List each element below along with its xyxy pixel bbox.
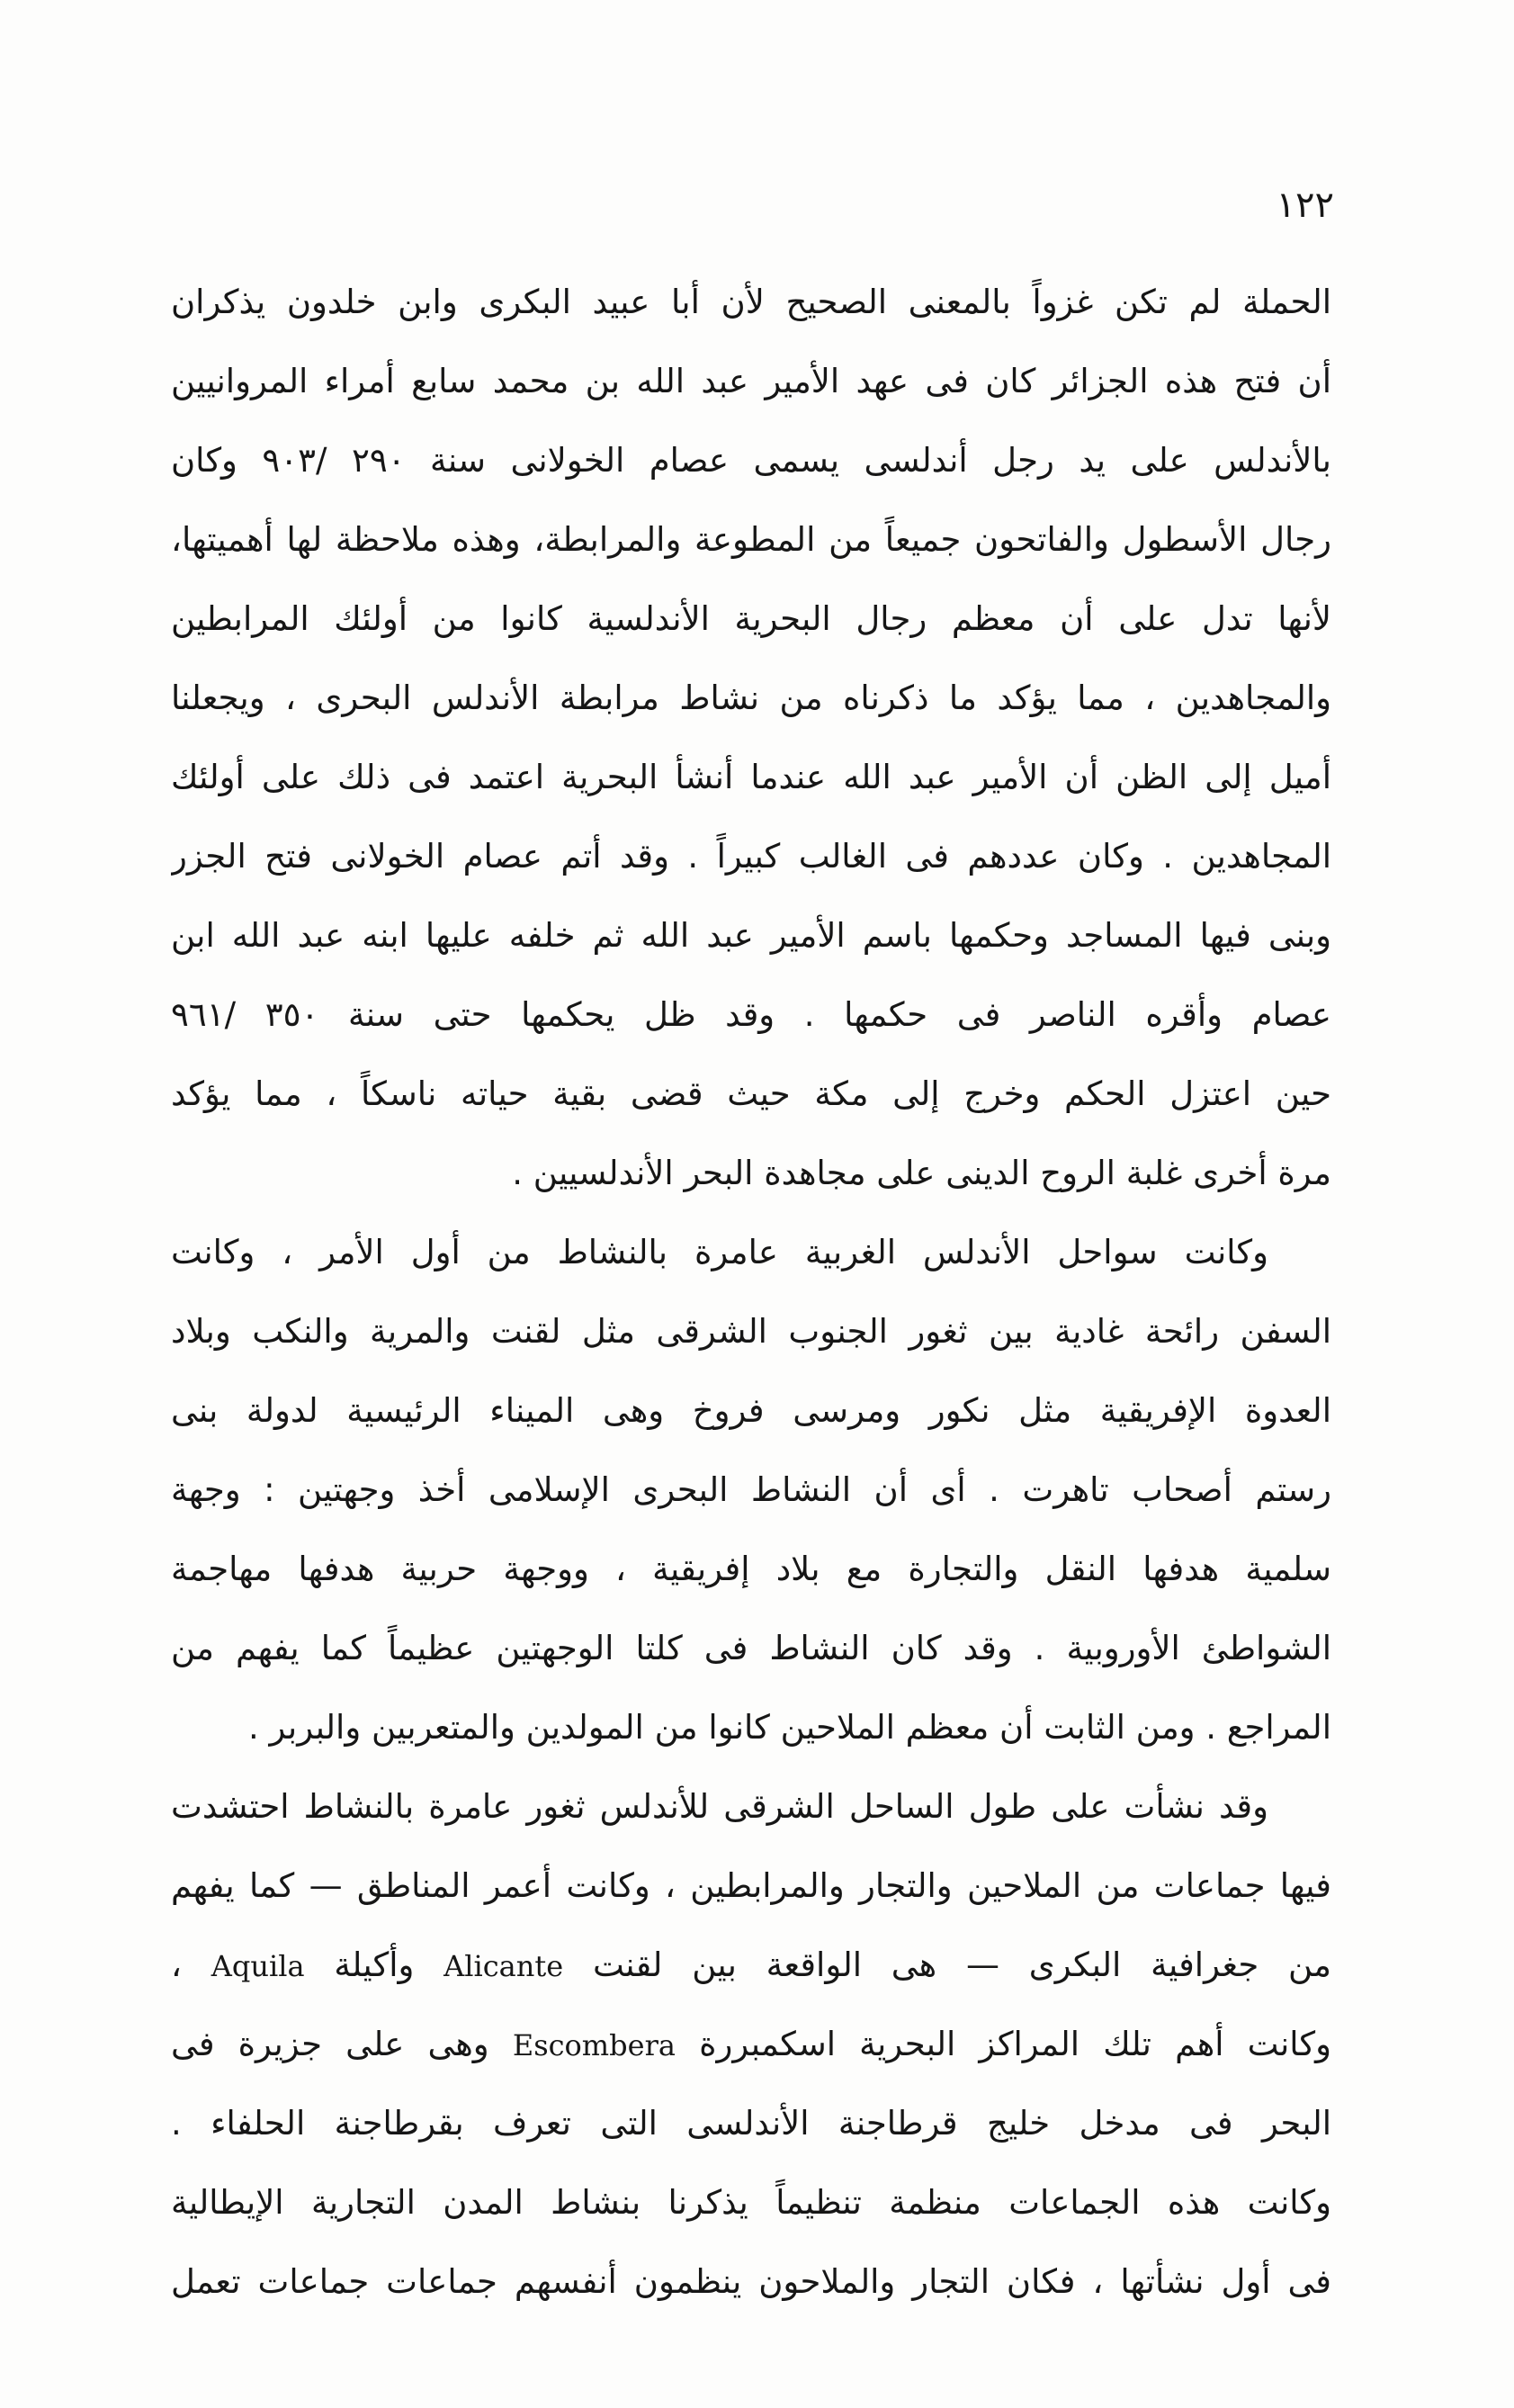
body-text — [171, 263, 1331, 2322]
text-line: السفن رائحة غادية بين ثغور الجنوب الشرقى مثل لقنت والمرية والنكب وبلاد — [171, 1312, 1331, 1351]
text-line: وكانت هذه الجماعات منظمة تنظيماً يذكرنا بنشاط المدن التجارية الإيطالية — [171, 2183, 1331, 2222]
text-fragment: من جغرافية البكرى — هى الواقعة بين لقنت — [592, 1945, 1331, 1984]
text-line: والمجاهدين ، مما يؤكد ما ذكرناه من نشاط مرابطة الأندلس البحرى ، ويجعلنا — [171, 678, 1331, 717]
text-line: رجال الأسطول والفاتحون جميعاً من المطوعة والمرابطة، وهذه ملاحظة لها أهميتها، — [171, 520, 1331, 559]
text-fragment: وهى على جزيرة فى — [171, 2025, 489, 2063]
text-line: أميل إلى الظن أن الأمير عبد الله عندما أنشأ البحرية اعتمد فى ذلك على أولئك — [171, 758, 1331, 796]
text-line: المجاهدين . وكان عددهم فى الغالب كبيراً . وقد أتم عصام الخولانى فتح الجزر — [171, 837, 1331, 876]
text-line: رستم أصحاب تاهرت . أى أن النشاط البحرى الإسلامى أخذ وجهتين : وجهة — [171, 1470, 1331, 1509]
text-line: الشواطئ الأوروبية . وقد كان النشاط فى كلتا الوجهتين عظيماً كما يفهم من — [171, 1629, 1331, 1667]
text-line-mixed — [171, 1926, 1331, 2005]
latin-term: Aquila — [211, 1949, 305, 1983]
text-line: الحملة لم تكن غزواً بالمعنى الصحيح لأن أبا عبيد البكرى وابن خلدون يذكران — [171, 283, 1331, 321]
text-line: لأنها تدل على أن معظم رجال البحرية الأندلسية كانوا من أولئك المرابطين — [171, 599, 1331, 638]
text-line: فيها جماعات من الملاحين والتجار والمرابطين ، وكانت أعمر المناطق — كما يفهم — [171, 1866, 1331, 1905]
text-line: وبنى فيها المساجد وحكمها باسم الأمير عبد الله ثم خلفه عليها ابنه عبد الله ابن — [171, 916, 1331, 955]
text-line: عصام وأقره الناصر فى حكمها . وقد ظل يحكمها حتى سنة ٣٥٠ /٩٦١ — [171, 995, 1331, 1034]
text-fragment: وكانت أهم تلك المراكز البحرية اسكمبررة — [699, 2025, 1331, 2063]
latin-term: Alicante — [443, 1949, 564, 1983]
text-line: مرة أخرى غلبة الروح الدينى على مجاهدة البحر الأندلسيين . — [512, 1154, 1331, 1192]
text-line: حين اعتزل الحكم وخرج إلى مكة حيث قضى بقية حياته ناسكاً ، مما يؤكد — [171, 1074, 1331, 1113]
text-fragment: وأكيلة — [334, 1945, 415, 1984]
text-line: سلمية هدفها النقل والتجارة مع بلاد إفريقية ، ووجهة حربية هدفها مهاجمة — [171, 1550, 1331, 1588]
text-line: البحر فى مدخل خليج قرطاجنة الأندلسى التى تعرف بقرطاجنة الحلفاء . — [171, 2104, 1331, 2143]
text-line: أن فتح هذه الجزائر كان فى عهد الأمير عبد الله بن محمد سابع أمراء المروانيين — [171, 362, 1331, 400]
latin-term: Escombera — [512, 2028, 676, 2062]
text-line: العدوة الإفريقية مثل نكور ومرسى فروخ وهى الميناء الرئيسية لدولة بنى — [171, 1391, 1331, 1430]
text-line-mixed — [171, 2005, 1331, 2084]
text-line: فى أول نشأتها ، فكان التجار والملاحون ينظمون أنفسهم جماعات جماعات تعمل — [171, 2262, 1331, 2301]
text-line: المراجع . ومن الثابت أن معظم الملاحين كانوا من المولدين والمتعربين والبربر . — [247, 1708, 1331, 1747]
page-number: ١٢٢ — [1276, 184, 1334, 226]
text-fragment: ، — [171, 1945, 182, 1984]
text-line: بالأندلس على يد رجل أندلسى يسمى عصام الخولانى سنة ٢٩٠ /٩٠٣ وكان — [171, 441, 1331, 480]
text-line: وقد نشأت على طول الساحل الشرقى للأندلس ثغور عامرة بالنشاط احتشدت — [171, 1787, 1268, 1826]
text-line: وكانت سواحل الأندلس الغربية عامرة بالنشاط من أول الأمر ، وكانت — [171, 1233, 1268, 1271]
